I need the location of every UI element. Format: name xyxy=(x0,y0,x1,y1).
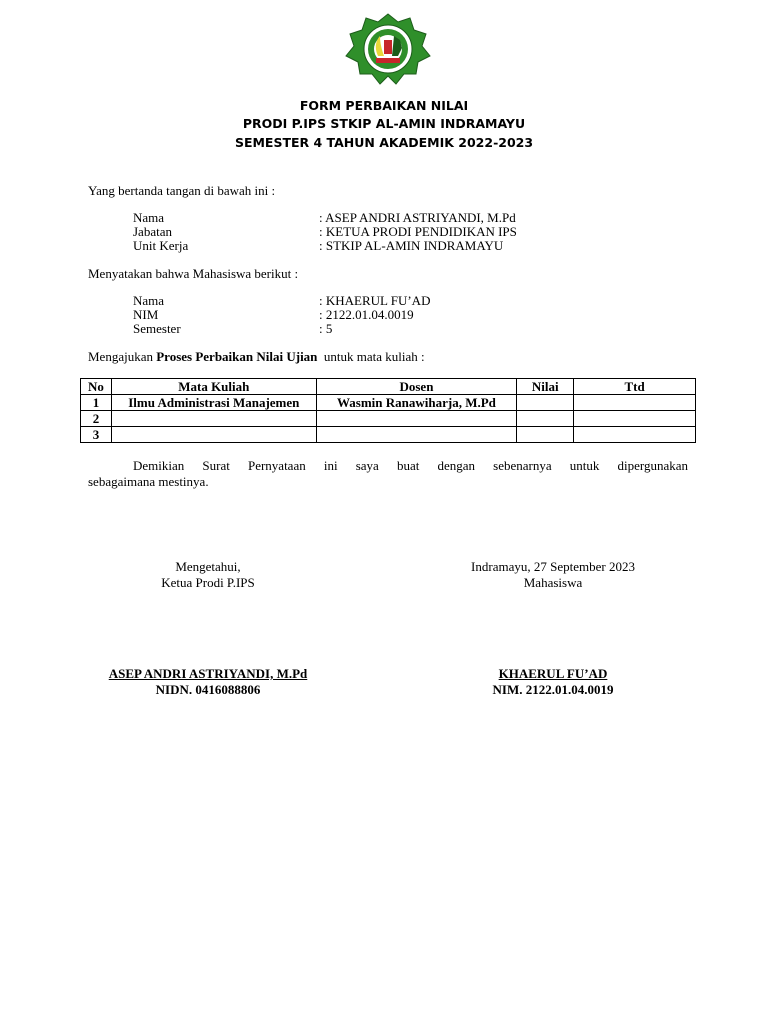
signature-right-name-block xyxy=(433,666,673,698)
sign-left-title: Ketua Prodi P.IPS xyxy=(161,575,255,590)
signer-unit-label: Unit Kerja xyxy=(133,238,189,253)
student-name-label: Nama xyxy=(133,293,165,308)
cell-no: 3 xyxy=(81,427,112,443)
cell-no: 2 xyxy=(81,411,112,427)
col-header-course: Mata Kuliah xyxy=(111,379,316,395)
closing-line-1: Demikian Surat Pernyataan ini saya buat dengan sebenarnya untuk dipergunakan xyxy=(133,458,688,473)
form-subtitle-prodi: PRODI P.IPS STKIP AL-AMIN INDRAMAYU xyxy=(242,116,526,131)
institution-logo xyxy=(344,12,432,86)
sign-right-title: Mahasiswa xyxy=(523,575,583,590)
intro-signer: Yang bertanda tangan di bawah ini : xyxy=(88,183,276,198)
sign-right-place-date: Indramayu, 27 September 2023 xyxy=(471,559,635,574)
signature-left-name-block xyxy=(88,666,328,698)
request-prefix: Mengajukan xyxy=(88,349,157,364)
col-header-lecturer: Dosen xyxy=(316,379,517,395)
sign-left-acknowledge: Mengetahui, xyxy=(175,559,241,574)
form-title: FORM PERBAIKAN NILAI xyxy=(299,98,469,113)
table-header-row xyxy=(81,379,696,395)
cell-signature xyxy=(574,395,696,411)
table-row xyxy=(81,427,696,443)
closing-statement xyxy=(88,458,688,490)
table-row xyxy=(81,395,696,411)
cell-grade xyxy=(517,427,574,443)
signer-name-value: : ASEP ANDRI ASTRIYANDI, M.Pd xyxy=(319,210,516,225)
signer-unit-value: : STKIP AL-AMIN INDRAMAYU xyxy=(319,238,504,253)
sign-left-name: ASEP ANDRI ASTRIYANDI, M.Pd xyxy=(108,666,308,681)
sign-right-name: KHAERUL FU’AD xyxy=(498,666,608,681)
signer-position-value: : KETUA PRODI PENDIDIKAN IPS xyxy=(319,224,517,239)
student-nim-value: : 2122.01.04.0019 xyxy=(319,307,414,322)
student-nim-label: NIM xyxy=(133,307,159,322)
student-semester-value: : 5 xyxy=(319,321,333,336)
logo-banner xyxy=(376,58,400,63)
request-bold: Proses Perbaikan Nilai Ujian xyxy=(156,349,318,364)
cell-lecturer: Wasmin Ranawiharja, M.Pd xyxy=(316,395,517,411)
cell-lecturer xyxy=(316,427,517,443)
course-table xyxy=(80,378,696,443)
sign-left-id: NIDN. 0416088806 xyxy=(155,682,261,697)
request-suffix: untuk mata kuliah : xyxy=(317,349,425,364)
cell-signature xyxy=(574,411,696,427)
col-header-no: No xyxy=(81,379,112,395)
student-semester-label: Semester xyxy=(133,321,181,336)
request-text xyxy=(88,350,425,364)
closing-line-2: sebagaimana mestinya. xyxy=(88,474,209,489)
student-name-value: : KHAERUL FU’AD xyxy=(319,293,431,308)
cell-course xyxy=(111,427,316,443)
cell-grade xyxy=(517,395,574,411)
col-header-signature: Ttd xyxy=(574,379,696,395)
cell-no: 1 xyxy=(81,395,112,411)
signature-right xyxy=(433,559,673,591)
table-row xyxy=(81,411,696,427)
cell-course xyxy=(111,411,316,427)
form-subtitle-semester: SEMESTER 4 TAHUN AKADEMIK 2022-2023 xyxy=(234,135,534,150)
cell-lecturer xyxy=(316,411,517,427)
cell-course: Ilmu Administrasi Manajemen xyxy=(111,395,316,411)
signature-left xyxy=(88,559,328,591)
intro-student: Menyatakan bahwa Mahasiswa berikut : xyxy=(88,266,299,281)
signer-position-label: Jabatan xyxy=(133,224,172,239)
cell-signature xyxy=(574,427,696,443)
col-header-grade: Nilai xyxy=(517,379,574,395)
cell-grade xyxy=(517,411,574,427)
sign-right-id: NIM. 2122.01.04.0019 xyxy=(492,682,614,697)
signer-name-label: Nama xyxy=(133,210,165,225)
